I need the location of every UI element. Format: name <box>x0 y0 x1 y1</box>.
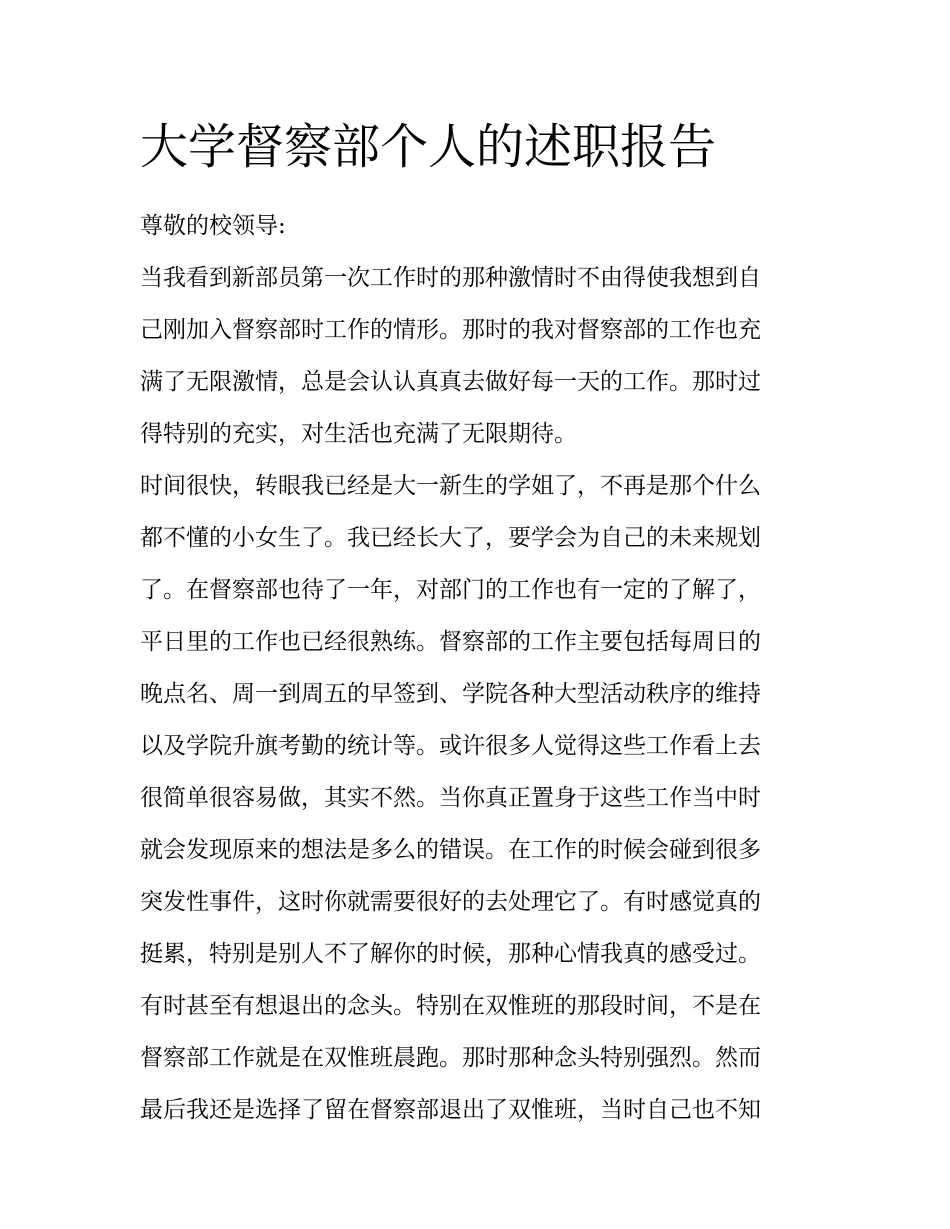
body-line: 挺累，特别是别人不了解你的时候，那种心情我真的感受过。 <box>140 941 761 967</box>
body-line: 都不懂的小女生了。我已经长大了，要学会为自己的未来规划 <box>140 525 761 551</box>
body-line: 晚点名、周一到周五的早签到、学院各种大型活动秩序的维持 <box>140 681 761 707</box>
body-line: 以及学院升旗考勤的统计等。或许很多人觉得这些工作看上去 <box>140 733 761 759</box>
body-line: 满了无限激情，总是会认认真真去做好每一天的工作。那时过 <box>140 369 761 395</box>
body-line: 就会发现原来的想法是多么的错误。在工作的时候会碰到很多 <box>140 837 761 863</box>
body-line: 时间很快，转眼我已经是大一新生的学姐了，不再是那个什么 <box>140 473 761 499</box>
body-line: 突发性事件，这时你就需要很好的去处理它了。有时感觉真的 <box>140 889 761 915</box>
body-line: 了。在督察部也待了一年，对部门的工作也有一定的了解了， <box>140 577 761 603</box>
body-line: 最后我还是选择了留在督察部退出了双惟班，当时自己也不知 <box>140 1097 761 1123</box>
body-line: 当我看到新部员第一次工作时的那种激情时不由得使我想到自 <box>140 265 761 291</box>
body-line: 很简单很容易做，其实不然。当你真正置身于这些工作当中时 <box>140 785 761 811</box>
document-title: 大学督察部个人的述职报告 <box>140 119 717 175</box>
salutation: 尊敬的校领导: <box>140 213 286 239</box>
body-line: 督察部工作就是在双惟班晨跑。那时那种念头特别强烈。然而 <box>140 1045 761 1071</box>
document-body <box>140 252 820 1136</box>
body-line: 有时甚至有想退出的念头。特别在双惟班的那段时间，不是在 <box>140 993 761 1019</box>
body-line: 得特别的充实，对生活也充满了无限期待。 <box>140 421 577 447</box>
body-line: 己刚加入督察部时工作的情形。那时的我对督察部的工作也充 <box>140 317 761 343</box>
body-line: 平日里的工作也已经很熟练。督察部的工作主要包括每周日的 <box>140 629 761 655</box>
